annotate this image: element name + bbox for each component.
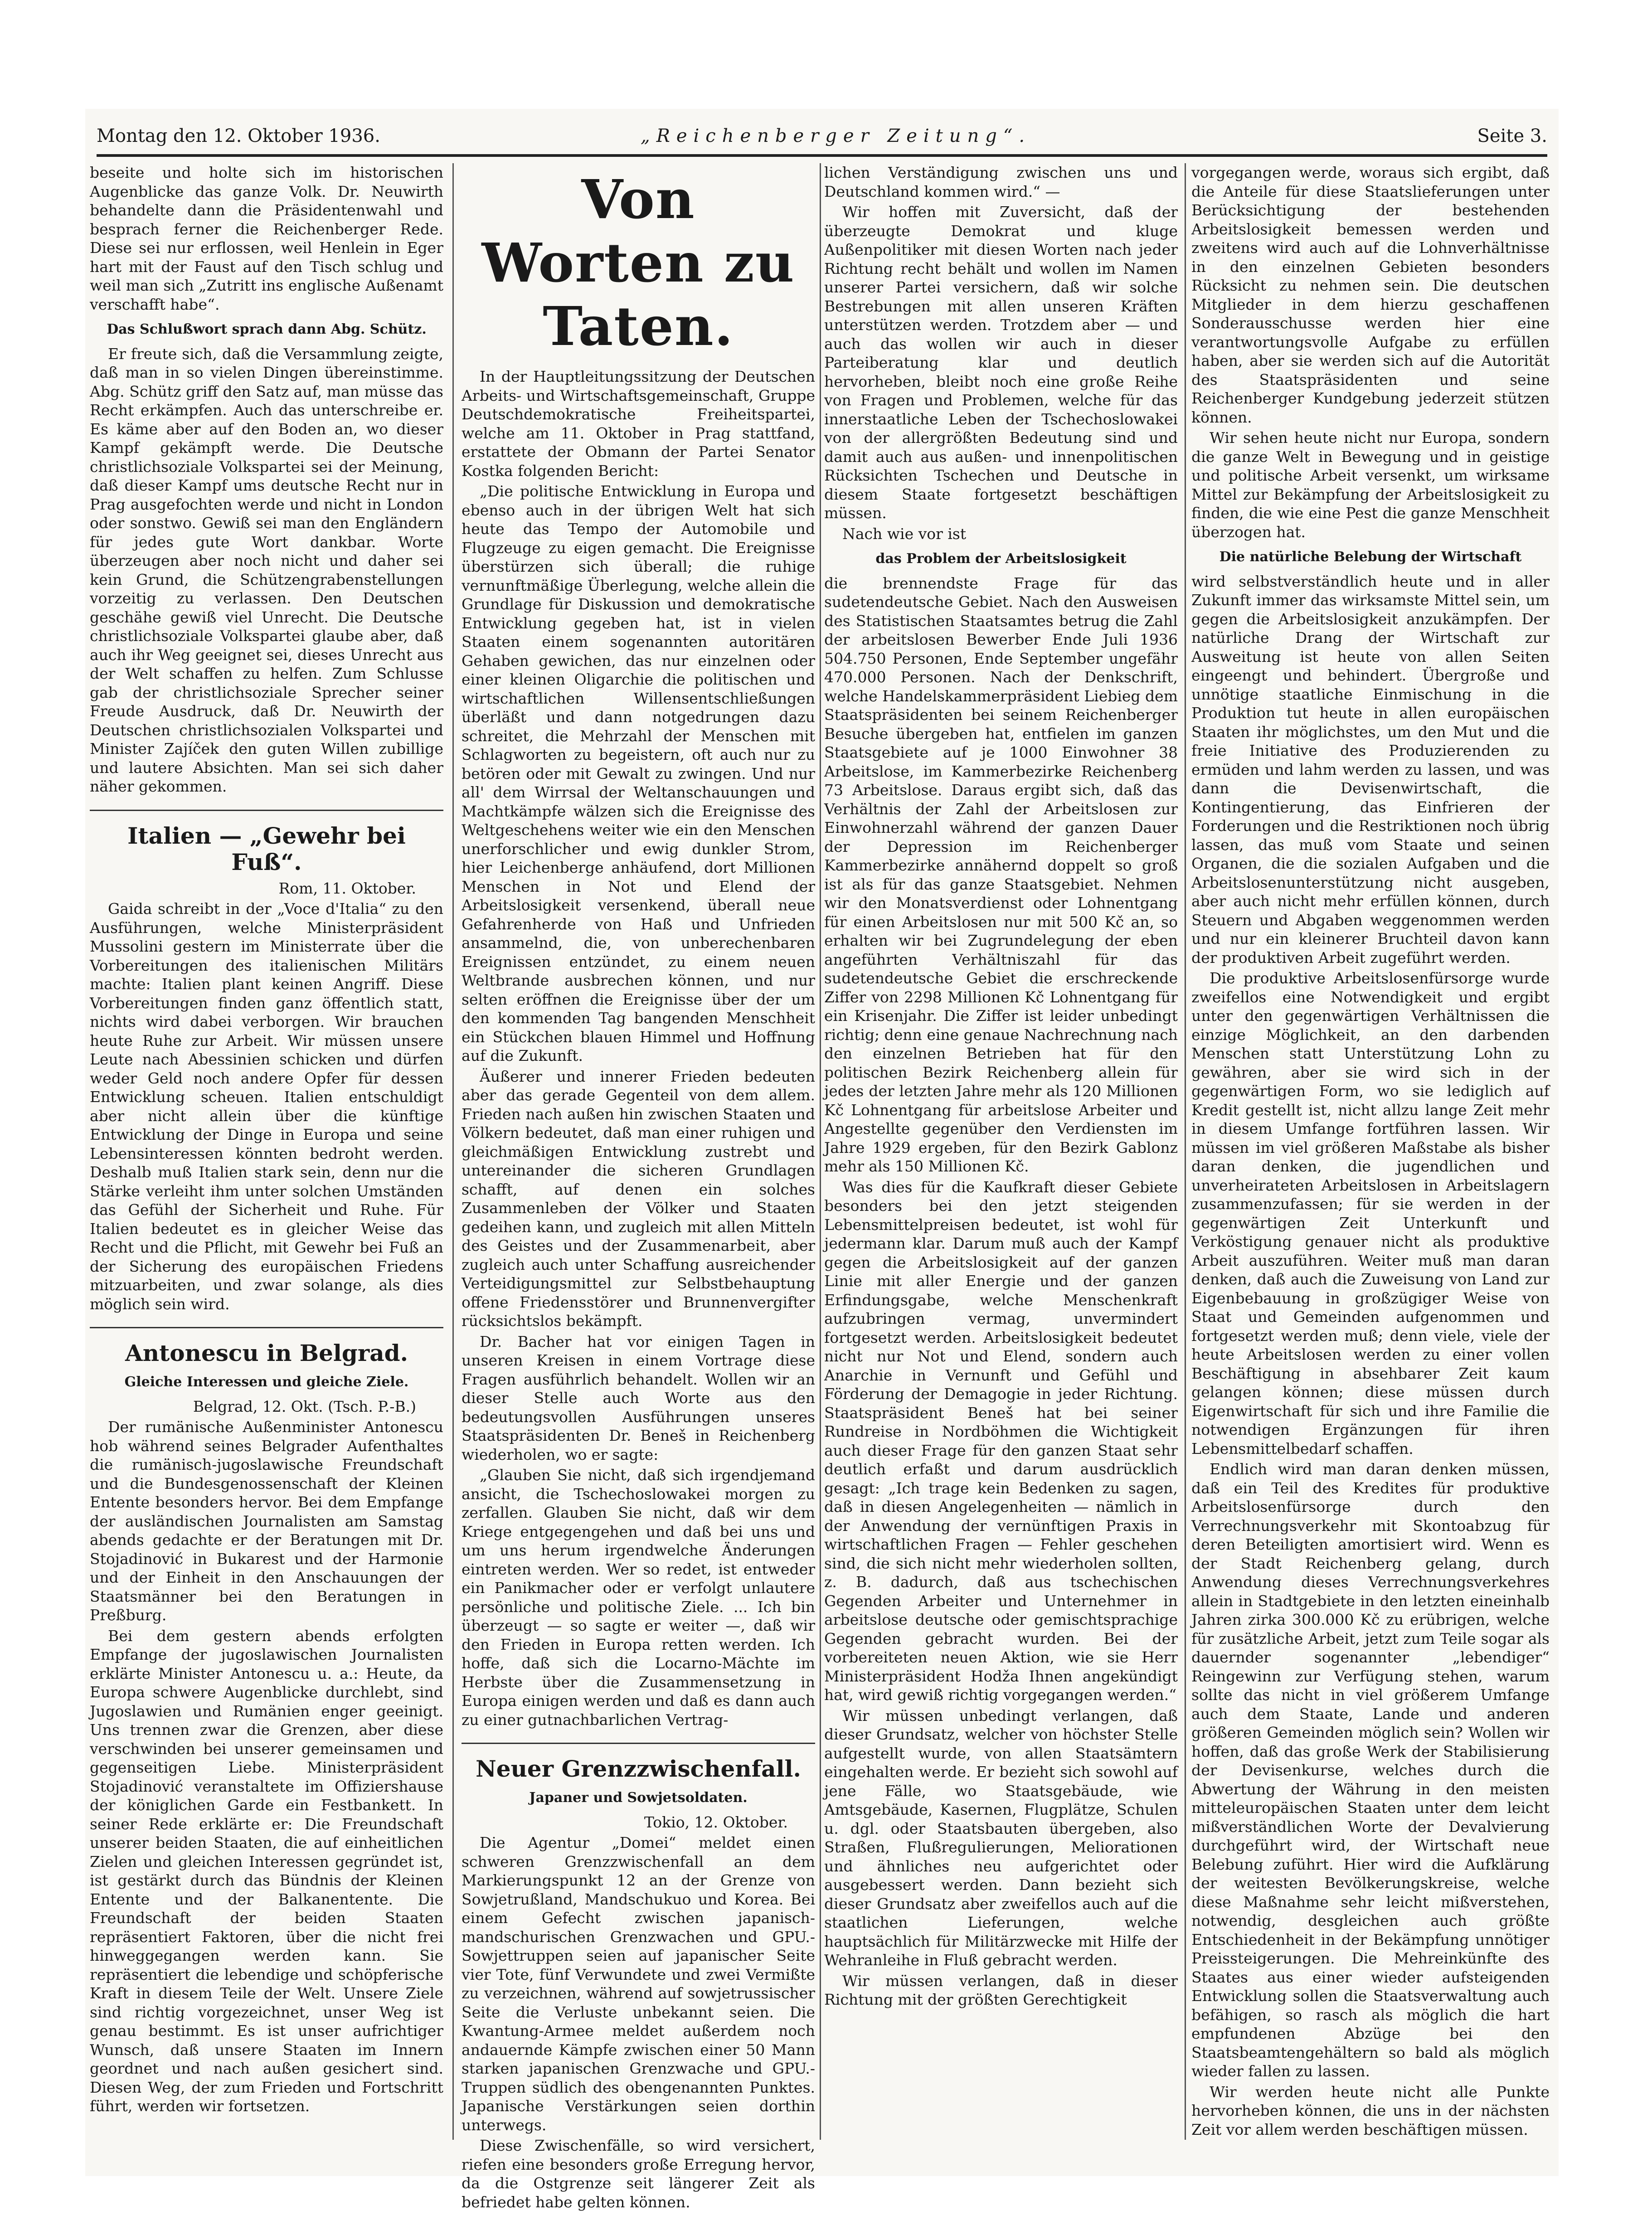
paragraph: Wir sehen heute nicht nur Europa, sondern die ganze Welt in Bewegung und in geistige und politische Arbeit versenkt, um wirksame Mittel zur Bekämpfung der Arbeitslosigkeit zu finden, die wie eine Pest die ganze Menschheit überzogen hat. — [1191, 429, 1550, 541]
column-1 — [90, 163, 443, 2140]
paragraph: Diese Zwischenfälle, so wird versichert, riefen eine besonders große Erregung hervor, da die Ostgrenze seit längerer Zeit als befriedet habe gelten können. — [462, 2137, 815, 2211]
page-header — [97, 118, 1547, 157]
subheading: Gleiche Interessen und gleiche Ziele. — [124, 1374, 409, 1390]
paragraph: Was dies für die Kaufkraft dieser Gebiete besonders bei den jetzt steigenden Lebensmittelpreisen bedeutet, ist wohl für jedermann klar. Darum muß auch der Kampf gegen die Arbeitslosigkeit auf der ganzen Linie mit aller Energie und der ganzen Erfindungsgabe, welche Menschenkraft aufzubringen vermag, unvermindert fortgesetzt werden. Arbeitslosigkeit bedeutet nicht nur Not und Elend, sondern auch Anarchie in Vernunft und Gefühl und Förderung der Demagogie in jeder Richtung. Staatspräsident Beneš hat bei seiner Rundreise in Nordböhmen die Wichtigkeit auch dieser Frage für den ganzen Staat sehr deutlich erfaßt und darum ausdrücklich gesagt: „Ich trage kein Bedenken zu sagen, daß in diesen Angelegenheiten — nämlich in der Anwendung der vernünftigen Praxis in wirtschaftlichen Fragen — Fehler geschehen sind, die sich nicht mehr wiederholen sollten, z. B. dadurch, daß aus tschechischen Gegenden Arbeiter und Unternehmer in arbeitslose deutsche oder gemischtsprachige Gegenden gebracht wurden. Bei der vorbereiteten neuen Aktion, wie sie Herr Ministerpräsident Hodža Ihnen angekündigt hat, wird gewiß richtig vorgegangen werden.“ — [824, 1178, 1178, 1704]
paragraph: Der rumänische Außenminister Antonescu hob während seines Belgrader Aufenthaltes die rumänisch-jugoslawische Freundschaft und die Bundesgenossenschaft der Kleinen Entente besonders hervor. Bei dem Empfange der ausländischen Journalisten am Samstag abends gedachte er der Beratungen mit Dr. Stojadinović in Bukarest und der Harmonie und der Einheit in den Anschauungen der Staatsmänner bei den Beratungen in Preßburg. — [90, 1418, 443, 1624]
header-date: Montag den 12. Oktober 1936. — [97, 126, 380, 146]
paragraph: beseite und holte sich im historischen Augenblicke das ganze Volk. Dr. Neuwirth behandelte dann die Präsidentenwahl und besprach ferner die Reichenberger Rede. Diese sei nur erflossen, weil Henlein in Eger hart mit der Faust auf den Tisch schlug und weil man sich „Zutritt ins englische Außenamt verschafft habe“. — [90, 164, 443, 313]
separator — [90, 1327, 443, 1328]
paragraph: In der Hauptleitungssitzung der Deutschen Arbeits- und Wirtschaftsgemeinschaft, Gruppe Deutschdemokratische Freiheitspartei, welche am 11. Oktober in Prag stattfand, erstattete der Obmann der Partei Senator Kostka folgenden Bericht: — [462, 368, 815, 480]
separator — [90, 810, 443, 811]
paragraph: „Die politische Entwicklung in Europa und ebenso auch in der übrigen Welt hat sich heute das Tempo der Automobile und Flugzeuge zu eigen gemacht. Die Ereignisse überstürzen sich überall; die ruhige vernunftmäßige Überlegung, welche allein die Grundlage für Diskussion und demokratische Entwicklung gegeben hat, ist in vielen Staaten einem sogenannten autoritären Gehaben gewichen, das nur einzelnen oder einer kleinen Oligarchie die politischen und wirtschaftlichen Willensentschließungen überläßt und dann notgedrungen dazu schreitet, die Mehrzahl der Menschen mit Schlagworten zu begeistern, oft auch nur zu betören oder mit Gewalt zu zwingen. Und nur all' dem Wirrsal der Weltanschauungen und Machtkämpfe wälzen sich die Ereignisse des Weltgeschehens weiter wie ein den Menschen unerforschlicher und ewig dunkler Strom, hier Leichenberge anhäufend, dort Millionen Menschen in Not und Elend der Arbeitslosigkeit versenkend, überall neue Gefahrenherde von Haß und Unfrieden ansammelnd, die, von unberechenbaren Ereignissen entzündet, zu einem neuen Weltbrande ausbrechen können, und nur selten eröffnen die Ereignisse über der um den kommenden Tag bangenden Menschheit ein Stückchen blauen Himmel und Hoffnung auf die Zukunft. — [462, 482, 815, 1064]
page-number: Seite 3. — [1477, 126, 1547, 146]
paragraph: vorgegangen werde, woraus sich ergibt, daß die Anteile für diese Staatslieferungen unter Berücksichtigung der bestehenden Arbeitslosigkeit bemessen werden und zweitens wird auch auf die Lohnverhältnisse in den einzelnen Gebieten besonders Rücksicht zu nehmen sein. Die deutschen Mitglieder in dem hierzu geschaffenen Sonderausschusse werden hier eine verantwortungsvolle Aufgabe zu erfüllen haben, aber sie werden sich auf die Autorität des Staatspräsidenten und seine Reichenberger Kundgebung jederzeit stützen können. — [1191, 164, 1550, 426]
dateline: Belgrad, 12. Okt. (Tsch. P.-B.) — [193, 1397, 416, 1415]
paragraph: Gaida schreibt in der „Voce d'Italia“ zu den Ausführungen, welche Ministerpräsident Mussolini gestern im Ministerrate über die Vorbereitungen des italienischen Militärs machte: Italien plant keinen Angriff. Diese Vorbereitungen finden ganz öffentlich statt, nichts wird dabei verborgen. Wir brauchen heute Ruhe zur Arbeit. Wir müssen unsere Leute nach Abessinien schicken und dürfen weder Geld noch andere Opfer für dessen Entwicklung scheuen. Italien entschuldigt aber nicht allein über die künftige Entwicklung der Dinge in Europa und seine Lebensinteressen könnten bedroht werden. Deshalb muß Italien stark sein, denn nur die Stärke verleiht ihm unter solchen Umständen das Gefühl der Sicherheit und Ruhe. Für Italien bedeutet es in gleicher Weise das Recht und die Pflicht, mit Gewehr bei Fuß an der Sicherung des europäischen Friedens mitzuarbeiten, und zwar solange, als dies möglich sein wird. — [90, 900, 443, 1313]
column-4 — [1191, 163, 1550, 2140]
article-heading-antonescu: Antonescu in Belgrad. — [125, 1340, 408, 1366]
paragraph: lichen Verständigung zwischen uns und Deutschland kommen wird.“ — — [824, 164, 1178, 200]
column-3 — [824, 163, 1178, 2140]
paragraph: Nach wie vor ist — [842, 525, 967, 543]
paragraph: Dr. Bacher hat vor einigen Tagen in unseren Kreisen in einem Vortrage diese Fragen ausführlich behandelt. Wollen wir an dieser Stelle auch Worte aus den bedeutungsvollen Ausführungen unseres Staatspräsidenten Dr. Beneš in Reichenberg wiederholen, wo er sagte: — [462, 1332, 815, 1463]
paragraph: Er freute sich, daß die Versammlung zeigte, daß man in so vielen Dingen übereinstimme. Abg. Schütz griff den Satz auf, man müsse das Recht erkämpfen. Auch das unterschreibe er. Es käme aber auf den Boden an, wo dieser Kampf gekämpft werde. Die Deutsche christlichsoziale Volkspartei sei der Meinung, daß dieser Kampf ums deutsche Recht nur in Prag ausgefochten werde und nicht in London oder sonstwo. Gewiß sei man den Engländern für jedes gute Wort dankbar. Worte überzeugen aber noch nicht und daher sei kein Grund, die Schützengrabenstellungen vorzeitig zu verlassen. Den Deutschen geschähe gewiß viel Unrecht. Die Deutsche christlichsoziale Volkspartei glaube aber, daß auch ihr Weg geeignet sei, dieses Unrecht aus der Welt schaffen zu helfen. Zum Schlusse gab der christlichsoziale Sprecher seiner Freude Ausdruck, daß Dr. Neuwirth der Deutschen christlichsozialen Volkspartei und Minister Zajíček den guten Willen zubillige und lautere Absichten. Man sei sich daher näher gekommen. — [90, 345, 443, 795]
paragraph: Die produktive Arbeitslosenfürsorge wurde zweifellos eine Notwendigkeit und ergibt unter den gegenwärtigen Verhältnissen die einzige Möglichkeit, an den darbenden Menschen statt Unterstützung Lohn zu gewähren, aber sie wird sich in der gegenwärtigen Form, wo sie lediglich auf Kredit gestellt ist, nicht allzu lange Zeit mehr in diesem Umfange fortführen lassen. Wir müssen im viel größeren Maßstabe als bisher daran denken, die jugendlichen und unverheirateten Arbeitslosen in Arbeitslagern zusammenzufassen; für sie werden in der gegenwärtigen Zeit Unterkunft und Verköstigung genauer nicht als produktive Arbeit auszuführen. Weiter muß man daran denken, daß auch die Zuweisung von Land zur Eigenbebauung in großzügiger Weise von Staat und Gemeinden aufgenommen und fortgesetzt werden muß; denn viele, viele der heute Arbeitslosen werden zu einer vollen Beschäftigung in absehbarer Zeit kaum gelangen können; diese müssen durch Eigenwirtschaft für sich und ihre Familie die notwendigen Ergänzungen für ihren Lebensmittelbedarf schaffen. — [1191, 969, 1550, 1457]
paragraph: Wir müssen verlangen, daß in dieser Richtung mit der größten Gerechtigkeit — [824, 1972, 1178, 2008]
paragraph: Äußerer und innerer Frieden bedeuten aber das gerade Gegenteil von dem allem. Frieden nach außen hin zwischen Staaten und Völkern bedeutet, daß man einer ruhigen und gleichmäßigen Entwicklung zustrebt und untereinander die sicheren Grundlagen schafft, auf denen ein solches Zusammenleben der Völker und Staaten gedeihen kann, und zugleich mit allen Mitteln des Geistes und der Zusammenarbeit, aber zugleich auch unter Schaffung ausreichender Verteidigungsmittel zur Selbstbehauptung offene Friedensstörer und Brunnenvergifter rücksichtslos bekämpft. — [462, 1067, 815, 1330]
paragraph: die brennendste Frage für das sudetendeutsche Gebiet. Nach den Ausweisen des Statistischen Staatsamtes betrug die Zahl der arbeitslosen Bewerber Ende Juli 1936 504.750 Personen, Ende September ungefähr 470.000 Personen. Nach der Denkschrift, welche Handelskammerpräsident Liebieg dem Staatspräsidenten bei seinem Reichenberger Besuche übergeben hat, entfielen im ganzen Staatsgebiete auf je 1000 Einwohner 38 Arbeitslose, im Kammerbezirke Reichenberg 73 Arbeitslose. Daraus ergibt sich, daß das Verhältnis der Zahl der Arbeitslosen zur Einwohnerzahl während der ganzen Dauer der Depression im Reichenberger Kammerbezirke annähernd doppelt so groß ist als für das ganze Staatsgebiet. Nehmen wir den Monatsverdienst oder Lohnentgang für einen Arbeitslosen nur mit 500 Kč an, so erhalten wir bei Zugrundelegung der eben angeführten Verhältniszahl für das sudetendeutsche Gebiet die erschreckende Ziffer von 2298 Millionen Kč Lohnentgang für ein Krisenjahr. Die Ziffer ist leider unbedingt richtig; denn eine genaue Nachrechnung nach den einzelnen Betrieben hat für den politischen Bezirk Reichenberg allein für jedes der letzten Jahre mehr als 120 Millionen Kč Lohnentgang für arbeitslose Arbeiter und Angestellte gegenüber den Verdiensten im Jahre 1929 ergeben, für den Bezirk Gablonz mehr als 150 Millionen Kč. — [824, 574, 1178, 1175]
article-heading-grenzzwischenfall: Neuer Grenzzwischenfall. — [476, 1755, 801, 1782]
column-divider — [1185, 163, 1186, 2140]
subheading: Das Schlußwort sprach dann Abg. Schütz. — [107, 321, 427, 337]
subheading: das Problem der Arbeitslosigkeit — [875, 551, 1127, 567]
paragraph: wird selbstverständlich heute und in aller Zukunft immer das wirksamste Mittel sein, um gegen die Arbeitslosigkeit anzukämpfen. Der natürliche Drang der Wirtschaft zur Ausweitung ist heute von allen Seiten eingeengt und behindert. Übergroße und unnötige staatliche Einmischung in die Produktion tut heute in allen europäischen Staaten ihr möglichstes, um den Mut und die freie Initiative des Produzierenden zu ermüden und lahm werden zu lassen, und was dann die Devisenwirtschaft, die Kontingentierung, das Einfrieren der Forderungen und die Restriktionen noch übrig lassen, das muß vom Staate und seinen Organen, die die sozialen Aufgaben und die Arbeitslosenunterstützung nicht ausgeben, aber auch nicht mehr erfüllen können, durch Steuern und Abgaben weggenommen werden und nur ein kleinerer Bruchteil davon kann der produktiven Arbeit zugeführt werden. — [1191, 572, 1550, 967]
main-headline: Von Worten zu Taten. — [481, 168, 795, 358]
paragraph: Wir werden heute nicht alle Punkte hervorheben können, die uns in der nächsten Zeit vor allem werden beschäftigen müssen. — [1191, 2083, 1550, 2138]
paragraph: „Glauben Sie nicht, daß sich irgendjemand ansicht, die Tschechoslowakei morgen zu zerfallen. Glauben Sie nicht, daß wir dem Kriege entgegengehen und daß bei uns und um uns herum irgendwelche Änderungen eintreten werden. Wer so redet, ist entweder ein Panikmacher oder er verfolgt unlautere persönliche und politische Ziele. ... Ich bin überzeugt — so sagte er weiter —, daß wir den Frieden in Europa retten werden. Ich hoffe, daß sich die Locarno-Mächte im Herbste über die Zusammensetzung in Europa einigen werden und daß es dann auch zu einer gutnachbarlichen Vertrag- — [462, 1466, 815, 1729]
paragraph: Wir müssen unbedingt verlangen, daß dieser Grundsatz, welcher von höchster Stelle aufgestellt wurde, von allen Staatsämtern eingehalten werde. Er bezieht sich sowohl auf jene Fälle, wo Staatsgebäude, wie Amtsgebäude, Kasernen, Flugplätze, Schulen u. dgl. oder Staatsbauten übergeben, also Straßen, Flußregulierungen, Meliorationen und ähnliches neu aufgerichtet oder ausgebessert werden. Dann bezieht sich dieser Grundsatz aber zweifellos auch auf die staatlichen Lieferungen, welche hauptsächlich für Militärzwecke mit Hilfe der Wehranleihe in Fluß gebracht werden. — [824, 1706, 1178, 1969]
article-heading-italien: Italien — „Gewehr bei Fuß“. — [127, 822, 406, 875]
column-2 — [462, 163, 815, 2211]
paragraph: Bei dem gestern abends erfolgten Empfange der jugoslawischen Journalisten erklärte Minister Antonescu u. a.: Heute, da Europa schwere Augenblicke durchlebt, sind Jugoslawien und Rumänien enger geeinigt. Uns trennen zwar die Grenzen, aber diese verschwinden bei unserer gemeinsamen und gegenseitigen Liebe. Ministerpräsident Stojadinović veranstaltete im Offiziershause der königlichen Garde ein Festbankett. In seiner Rede erklärte er: Die Freundschaft unserer beiden Staaten, die auf einheitlichen Zielen und gleichen Interessen gegründet ist, ist gestärkt durch das Bündnis der Kleinen Entente und der Balkanentente. Die Freundschaft der beiden Staaten repräsentiert Faktoren, über die nicht frei hinweggegangen werden kann. Sie repräsentiert die lebendige und schöpferische Kraft in diesem Teile der Welt. Unsere Ziele sind richtig vorgezeichnet, unser Weg ist genau bestimmt. Es ist unser aufrichtiger Wunsch, daß unsere Staaten im Innern geordnet und nach außen gesichert sind. Diesen Weg, der zum Frieden und Fortschritt führt, werden wir fortsetzen. — [90, 1627, 443, 2115]
column-divider — [452, 163, 454, 2140]
paragraph: Die Agentur „Domei“ meldet einen schweren Grenzzwischenfall an dem Markierungspunkt 12 an der Grenze von Sowjetrußland, Mandschukuo und Korea. Bei einem Gefecht zwischen japanisch-mandschurischen Grenzwachen und GPU.-Sowjettruppen seien auf japanischer Seite vier Tote, fünf Verwundete und zwei Vermißte zu verzeichnen, während auf sowjetrussischer Seite die Verluste unbekannt seien. Die Kwantung-Armee meldet außerdem noch andauernde Kämpfe zwischen einer 50 Mann starken japanischen Grenzwache und GPU.-Truppen südlich des obengenannten Punktes. Japanische Verstärkungen seien dorthin unterwegs. — [462, 1834, 815, 2134]
column-divider — [820, 163, 821, 2140]
paragraph: Endlich wird man daran denken müssen, daß ein Teil des Kredites für produktive Arbeitslosenfürsorge durch den Verrechnungsverkehr mit Skontoabzug für deren Beteiligten amortisiert wird. Wenn es der Stadt Reichenberg gelang, durch Anwendung dieses Verrechnungsverkehres allein in Stadtgebiete in den letzten eineinhalb Jahren zirka 300.000 Kč zu erübrigen, welche für zusätzliche Arbeit, jetzt zum Teile sogar als dauernder sogenannter „lebendiger“ Reingewinn zur Verfügung stehen, warum sollte das nicht in viel größerem Umfange auch dem Staate, Lande und anderen größeren Gemeinden möglich sein? Wollen wir hoffen, daß das große Werk der Stabilisierung der Devisenkurse, welches durch die Abwertung der Währung in den meisten mitteleuropäischen Staaten unter dem leicht mißverständlichen Worte der Devalvierung durchgeführt wird, der Wirtschaft neue Belebung zuführt. Hier wird die Aufklärung der weitesten Bevölkerungskreise, welche diese Maßnahme sehr leicht mißverstehen, notwendig, desgleichen auch größte Entschiedenheit in der Bekämpfung unnötiger Preissteigerungen. Die Mehreinkünfte des Staates aus einer wieder aufsteigenden Entwicklung sollen die Staatsverwaltung auch befähigen, so rasch als möglich die hart empfundenen Abzüge bei den Staatsbeamtengehältern so bald als möglich wieder fallen zu lassen. — [1191, 1460, 1550, 2080]
separator — [462, 1743, 815, 1744]
dateline: Tokio, 12. Oktober. — [644, 1813, 788, 1831]
paragraph: Wir hoffen mit Zuversicht, daß der überzeugte Demokrat und kluge Außenpolitiker mit diesen Worten nach jeder Richtung recht behält und wollen im Namen unserer Partei versichern, daß wir solche Bestrebungen mit allen unseren Kräften unterstützen werden. Trotzdem aber — und auch das wollen wir auch in dieser Parteiberatung klar und deutlich hervorheben, bleibt noch eine große Reihe von Fragen und Problemen, welche für das innerstaatliche Leben der Tschechoslowakei von der allergrößten Bedeutung sind und damit auch aus außen- und innenpolitischen Rücksichten Tschechen und Deutsche in diesem Staate fortgesetzt beschäftigen müssen. — [824, 203, 1178, 522]
subheading: Die natürliche Belebung der Wirtschaft — [1219, 549, 1522, 565]
newspaper-page — [85, 109, 1559, 2211]
dateline: Rom, 11. Oktober. — [278, 879, 416, 897]
subheading: Japaner und Sowjetsoldaten. — [529, 1790, 748, 1806]
newspaper-name: „Reichenberger Zeitung“. — [641, 126, 1031, 146]
